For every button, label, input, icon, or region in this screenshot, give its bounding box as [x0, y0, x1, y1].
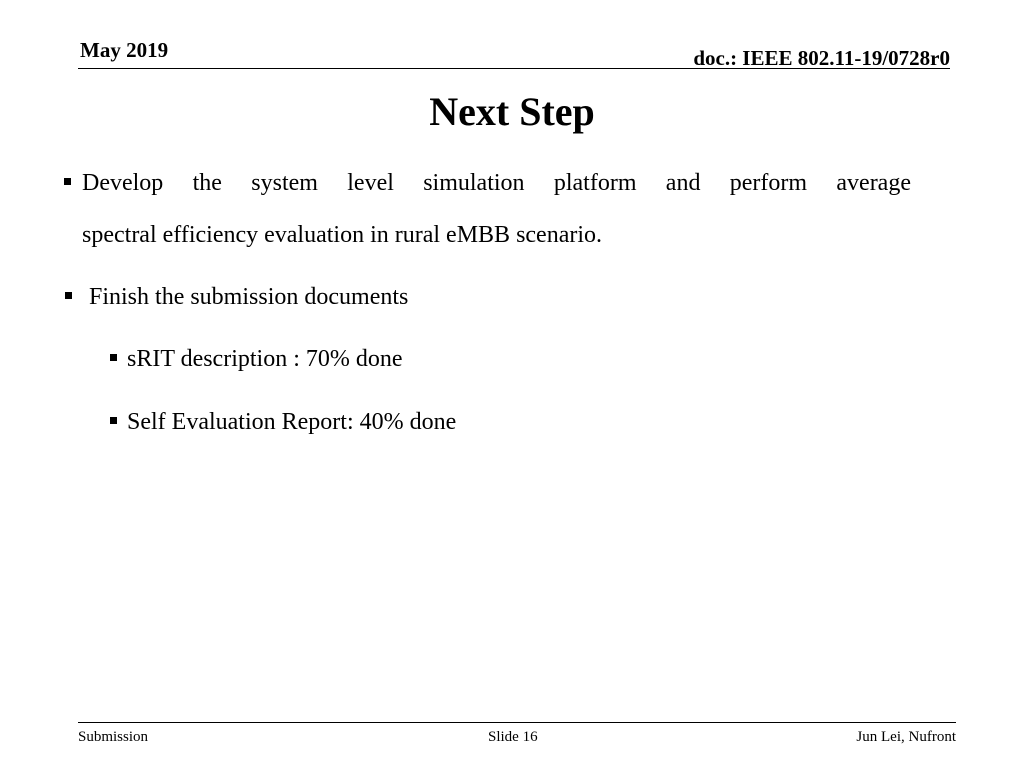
- bullet-1-line-1: Develop the system level simulation platform and perform average: [82, 170, 911, 196]
- bullet-1-line-2: spectral efficiency evaluation in rural eMBB scenario.: [82, 222, 603, 248]
- header-divider: [78, 68, 950, 69]
- sub-bullet-self-evaluation: Self Evaluation Report: 40% done: [127, 409, 457, 435]
- header-date: May 2019: [80, 38, 169, 62]
- sub-bullet-srit: sRIT description : 70% done: [127, 346, 403, 372]
- header-doc-id: doc.: IEEE 802.11-19/0728r0: [693, 46, 950, 70]
- footer-submission: Submission: [78, 729, 149, 745]
- footer-slide-number: Slide 16: [488, 729, 538, 745]
- footer-author: Jun Lei, Nufront: [856, 729, 956, 745]
- bullet-marker: [65, 292, 72, 299]
- footer-divider: [78, 722, 956, 723]
- slide-title: Next Step: [429, 89, 595, 134]
- sub-bullet-marker: [110, 417, 117, 424]
- bullet-marker: [64, 178, 71, 185]
- bullet-2-text: Finish the submission documents: [89, 284, 409, 310]
- sub-bullet-marker: [110, 354, 117, 361]
